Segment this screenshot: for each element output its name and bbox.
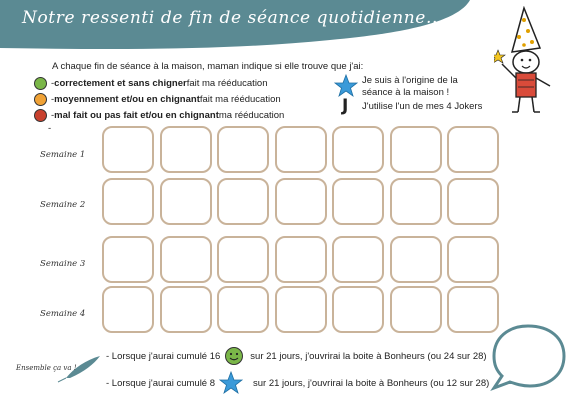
speech-bubble-shape [488,322,566,392]
star-icon [334,74,358,98]
star-note: Je suis à l'origine de la séance à la maison ! [362,75,458,98]
legend-rest-text: ma rééducation [218,110,285,121]
day-cell[interactable] [217,236,269,283]
week-label: Semaine 3 [40,259,86,269]
day-cell[interactable] [332,286,384,333]
day-cell[interactable] [447,178,499,225]
signature: Ensemble ça va ! [16,364,77,372]
day-cell[interactable] [275,178,327,225]
legend-bold-text: correctement et sans chigner [54,78,187,89]
joker-icon: J [342,96,349,116]
footer-text: - Lorsque j'aurai cumulé 8 [106,377,216,389]
happy-face-icon [34,77,47,90]
legend-dash: - [51,94,55,105]
week-label: Semaine 2 [40,200,86,210]
footer-text: sur 21 jours, j'ouvrirai la boite à Bonheurs (ou 12 sur 28) [253,377,490,389]
footer-text: sur 21 jours, j'ouvrirai la boite à Bonheurs (ou 24 sur 28) [250,350,487,362]
neutral-face-icon [34,93,47,106]
day-cell[interactable] [275,286,327,333]
day-cell[interactable] [390,286,442,333]
intro-text: A chaque fin de séance à la maison, maman indique si elle trouve que j'ai: [52,61,364,72]
day-cell[interactable] [102,236,154,283]
day-cell[interactable] [160,178,212,225]
week-label: Semaine 4 [40,309,86,319]
legend-extra-dash: - [48,123,52,134]
star-icon [219,371,243,395]
page-title: Notre ressenti de fin de séance quotidienne... [22,8,444,28]
day-cell[interactable] [332,126,384,173]
day-cell[interactable] [217,178,269,225]
day-cell[interactable] [102,126,154,173]
day-cell[interactable] [447,126,499,173]
day-cell[interactable] [390,178,442,225]
day-cell[interactable] [275,126,327,173]
day-cell[interactable] [160,236,212,283]
legend-dash: - [51,110,55,121]
week-label: Semaine 1 [40,150,86,160]
legend-rest-text: fait ma rééducation [199,94,281,105]
legend-item-good [34,77,268,90]
day-cell[interactable] [217,286,269,333]
footer-line-1 [106,346,487,366]
wizard-illustration [494,6,560,116]
legend-item-bad [34,109,284,122]
day-cell[interactable] [160,126,212,173]
legend-bold-text: mal fait ou pas fait et/ou en chignant [54,110,219,121]
day-cell[interactable] [102,286,154,333]
legend-rest-text: fait ma rééducation [186,78,268,89]
day-cell[interactable] [160,286,212,333]
day-cell[interactable] [390,126,442,173]
day-cell[interactable] [102,178,154,225]
legend-bold-text: moyennement et/ou en chignant [54,94,200,105]
day-cell[interactable] [275,236,327,283]
day-cell[interactable] [447,236,499,283]
legend-dash: - [51,78,55,89]
legend-item-medium [34,93,281,106]
day-cell[interactable] [332,236,384,283]
sad-face-icon [34,109,47,122]
day-cell[interactable] [332,178,384,225]
footer-text: - Lorsque j'aurai cumulé 16 [106,350,221,362]
happy-face-icon [224,346,244,366]
header-banner [0,0,566,60]
footer-line-2 [106,371,489,395]
day-cell[interactable] [217,126,269,173]
day-cell[interactable] [390,236,442,283]
joker-note: J'utilise l'un de mes 4 Jokers [362,101,483,112]
